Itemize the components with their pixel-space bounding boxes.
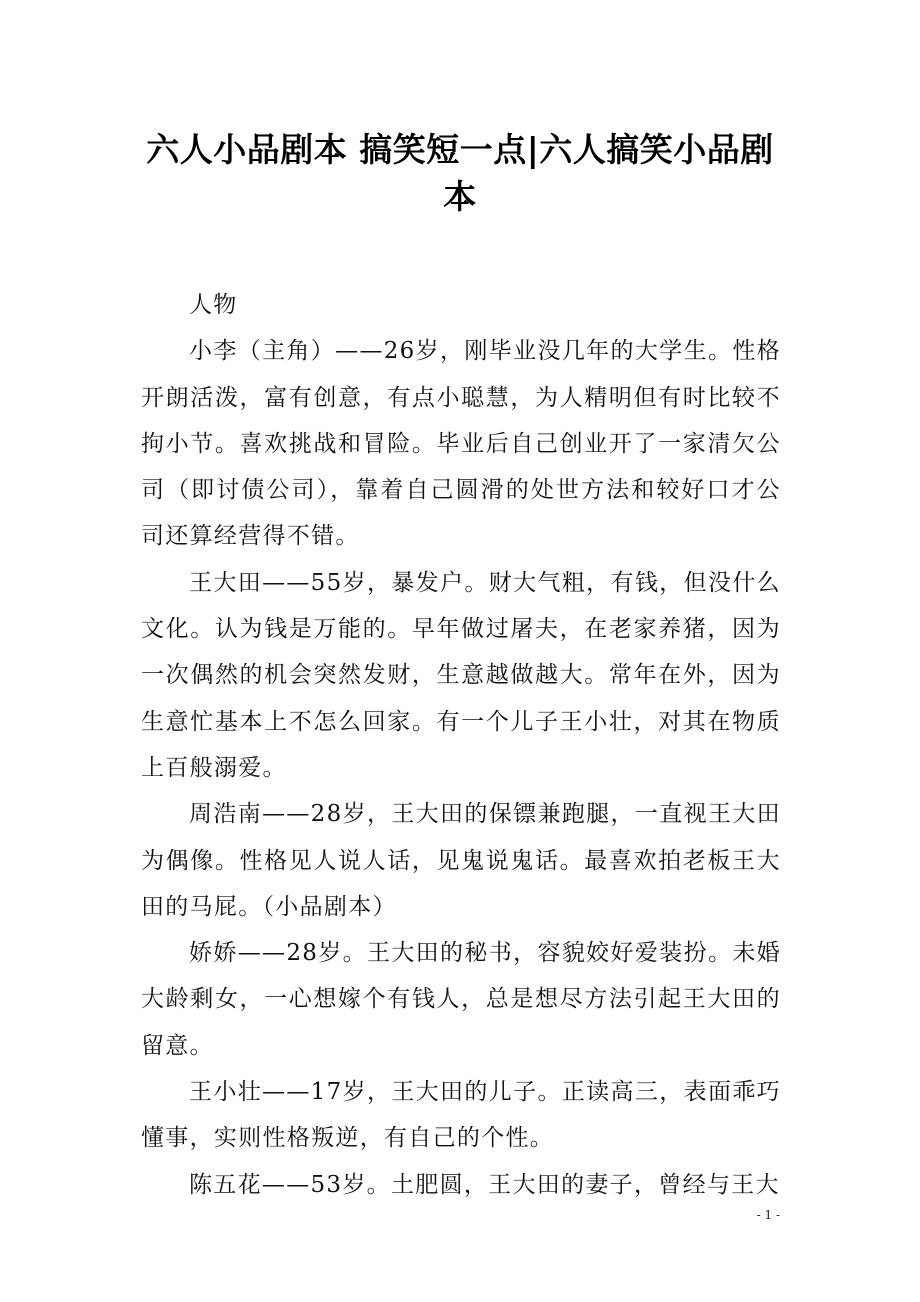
paragraph-chenwuhua: 陈五花——53岁。土肥圆，王大田的妻子，曾经与王大 <box>189 1171 780 1198</box>
document-title: 六人小品剧本 搞笑短一点|六人搞笑小品剧本 <box>146 130 774 216</box>
paragraph-wangdatian: 王大田——55岁，暴发户。财大气粗，有钱，但没什么文化。认为钱是万能的。早年做过屠夫，在老家养猪，因为一次偶然的机会突然发财，生意越做越大。常年在外，因为生意忙基本上不怎么回家。有一个儿子王小壮，对其在物质上百般溺爱。 <box>141 569 781 781</box>
paragraph-characters-heading: 人物 <box>189 292 238 318</box>
document-body <box>141 282 781 1208</box>
paragraph-zhouhaonan: 周浩南——28岁，王大田的保镖兼跑腿，一直视王大田为偶像。性格见人说人话，见鬼说鬼话。最喜欢拍老板王大田的马屁。（小品剧本） <box>141 801 781 920</box>
paragraph-jiaojiao: 娇娇——28岁。王大田的秘书，容貌姣好爱装扮。未婚大龄剩女，一心想嫁个有钱人，总是想尽方法引起王大田的留意。 <box>141 940 781 1059</box>
page-number: - 1 - <box>756 1208 780 1222</box>
paragraph-wangxiaozhuang: 王小壮——17岁，王大田的儿子。正读高三，表面乖巧懂事，实则性格叛逆，有自己的个性。 <box>141 1079 781 1152</box>
paragraph-xiaoli: 小李（主角）——26岁，刚毕业没几年的大学生。性格开朗活泼，富有创意，有点小聪慧，为人精明但有时比较不拘小节。喜欢挑战和冒险。毕业后自己创业开了一家清欠公司（即讨债公司），靠着自己圆滑的处世方法和较好口才公司还算经营得不错。 <box>141 338 781 550</box>
